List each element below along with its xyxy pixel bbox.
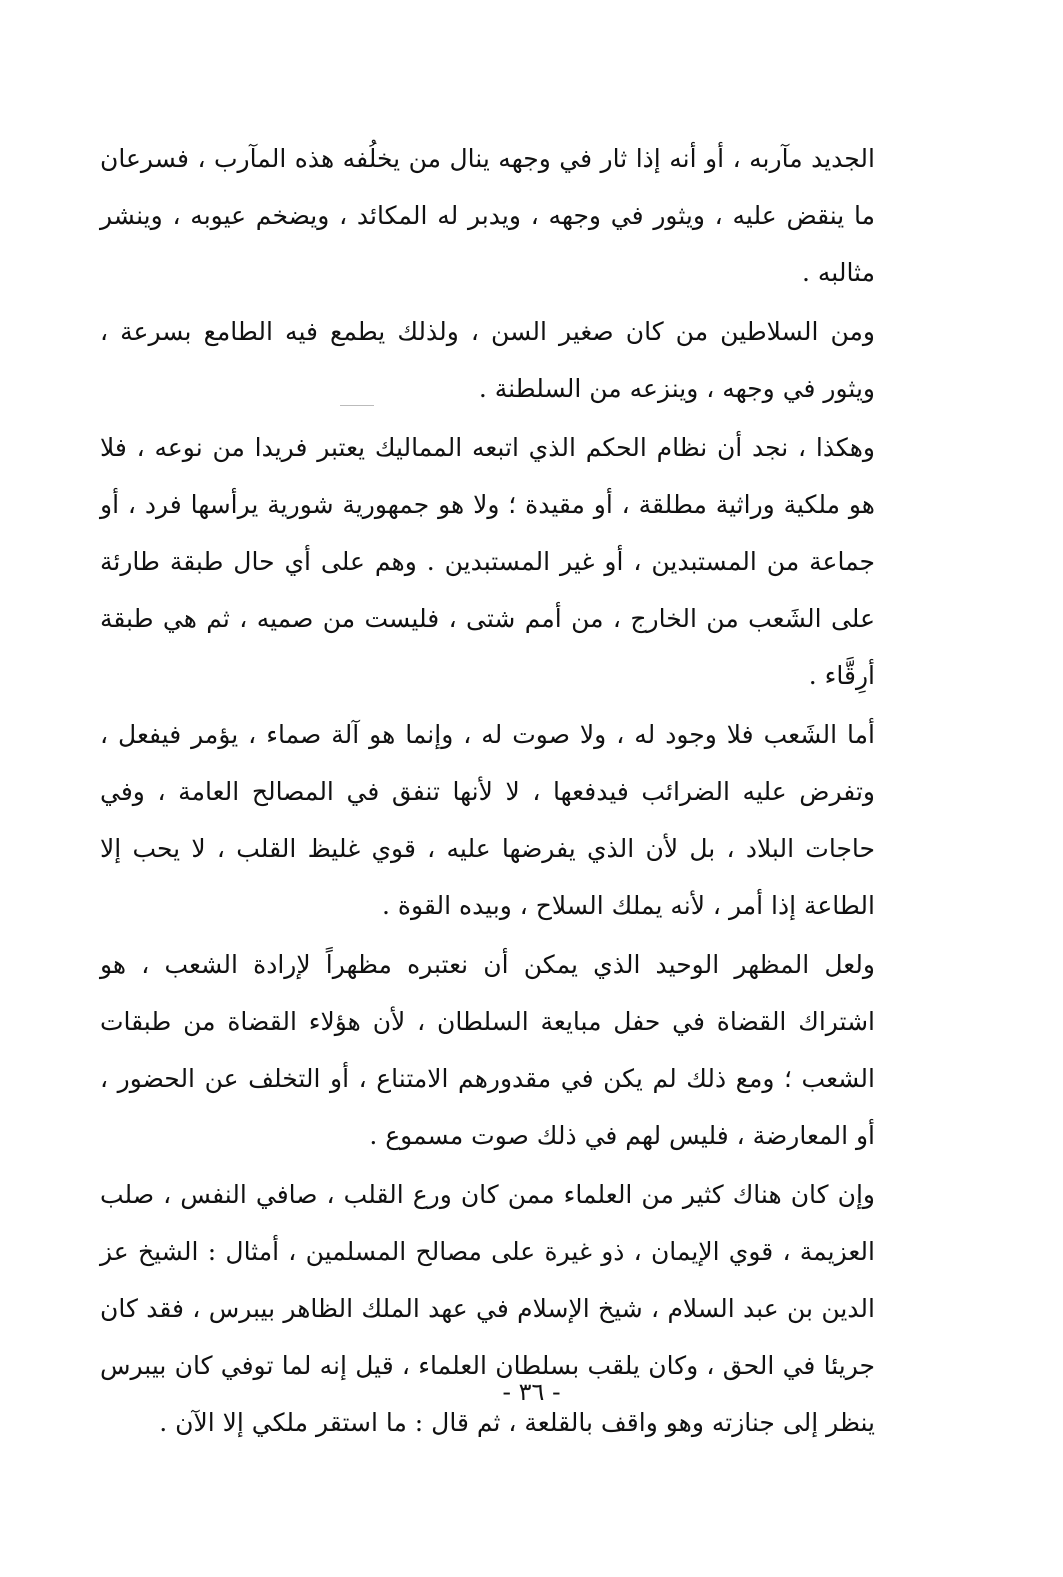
paragraph-6: وإن كان هناك كثير من العلماء ممن كان ورع القلب ، صافي النفس ، صلب العزيمة ، قوي الإيمان ، ذو غيرة على مصالح المسلمين ، أمثال : الشيخ عز الدين بن عبد السلام ، شيخ الإسلام في عهد الملك الظاهر بيبرس ، فقد كان جريئا في الحق ، وكان يلقب بسلطان العلماء ، قيل إنه لما توفي كان بيبرس ينظر إلى جنازته وهو واقف بالقلعة ، ثم قال : ما استقر ملكي إلا الآن . <box>100 1180 875 1437</box>
paragraph-4: أما الشَعب فلا وجود له ، ولا صوت له ، وإنما هو آلة صماء ، يؤمر فيفعل ، وتفرض عليه الضرائب فيدفعها ، لا لأنها تنفق في المصالح العامة ، وفي حاجات البلاد ، بل لأن الذي يفرضها عليه ، قوي غليظ القلب ، لا يحب إلا الطاعة إذا أمر ، لأنه يملك السلاح ، وبيده القوة . <box>100 720 875 920</box>
page-number: - ٣٦ - <box>502 1378 561 1406</box>
scan-mark <box>340 405 374 406</box>
paragraph-2: ومن السلاطين من كان صغير السن ، ولذلك يطمع فيه الطامع بسرعة ، ويثور في وجهه ، وينزعه من السلطنة . <box>100 317 875 403</box>
body-text <box>100 130 875 1451</box>
paragraph-1: الجديد مآربه ، أو أنه إذا ثار في وجهه ينال من يخلُفه هذه المآرب ، فسرعان ما ينقض عليه ، ويثور في وجهه ، ويدبر له المكائد ، ويضخم عيوبه ، وينشر مثالبه . <box>100 144 875 287</box>
paragraph-5: ولعل المظهر الوحيد الذي يمكن أن نعتبره مظهراً لإرادة الشعب ، هو اشتراك القضاة في حفل مبايعة السلطان ، لأن هؤلاء القضاة من طبقات الشعب ؛ ومع ذلك لم يكن في مقدورهم الامتناع ، أو التخلف عن الحضور ، أو المعارضة ، فليس لهم في ذلك صوت مسموع . <box>100 950 875 1150</box>
paragraph-3: وهكذا ، نجد أن نظام الحكم الذي اتبعه المماليك يعتبر فريدا من نوعه ، فلا هو ملكية وراثية مطلقة ، أو مقيدة ؛ ولا هو جمهورية شورية يرأسها فرد ، أو جماعة من المستبدين ، أو غير المستبدين . وهم على أي حال طبقة طارئة على الشَعب من الخارج ، من أمم شتى ، فليست من صميه ، ثم هي طبقة أرِقَّاء . <box>100 433 875 690</box>
